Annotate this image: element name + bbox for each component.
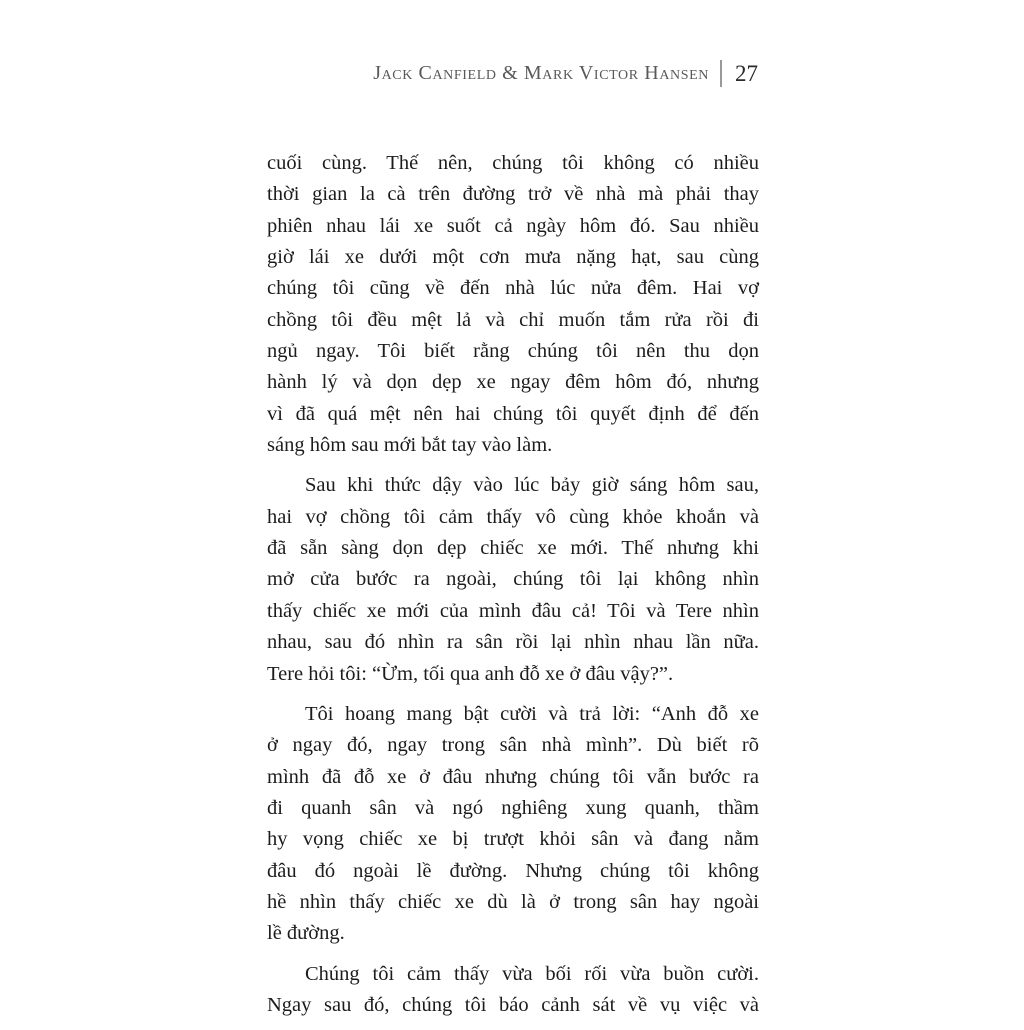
text-line: Sau khi thức dậy vào lúc bảy giờ sáng hôm sau,	[305, 474, 759, 497]
paragraph	[267, 470, 759, 689]
body-text	[267, 148, 759, 1030]
text-line: sáng hôm sau mới bắt tay vào làm.	[267, 434, 553, 457]
text-line: đâu đó ngoài lề đường. Nhưng chúng tôi không	[267, 859, 759, 882]
page-number: 27	[735, 60, 758, 86]
text-line: mình đã đỗ xe ở đâu nhưng chúng tôi vẫn bước ra	[267, 765, 759, 788]
text-line: thời gian la cà trên đường trở về nhà mà phải thay	[267, 183, 759, 206]
text-line: hành lý và dọn dẹp xe ngay đêm hôm đó, nhưng	[267, 371, 759, 394]
text-line: chúng tôi cũng về đến nhà lúc nửa đêm. Hai vợ	[267, 277, 759, 300]
text-line: cuối cùng. Thế nên, chúng tôi không có nhiều	[267, 152, 759, 174]
header-divider	[720, 60, 722, 87]
text-line: mở cửa bước ra ngoài, chúng tôi lại không nhìn	[267, 568, 759, 591]
text-line: lề đường.	[267, 922, 345, 945]
text-line: Ngay sau đó, chúng tôi báo cảnh sát về vụ việc và	[267, 993, 759, 1016]
text-line: đi quanh sân và ngó nghiêng xung quanh, thầm	[267, 796, 759, 819]
text-line: ở ngay đó, ngay trong sân nhà mình”. Dù biết rõ	[267, 734, 759, 757]
text-line: hai vợ chồng tôi cảm thấy vô cùng khỏe khoắn và	[267, 505, 759, 528]
text-line: thấy chiếc xe mới của mình đâu cả! Tôi và Tere nhìn	[267, 599, 759, 622]
text-line: Tôi hoang mang bật cười và trả lời: “Anh đỗ xe	[305, 702, 759, 725]
text-line: vì đã quá mệt nên hai chúng tôi quyết định để đến	[267, 402, 759, 425]
text-line: Chúng tôi cảm thấy vừa bối rối vừa buồn cười.	[305, 962, 759, 985]
text-line: đã sẵn sàng dọn dẹp chiếc xe mới. Thế nhưng khi	[267, 537, 759, 560]
text-line: chồng tôi đều mệt lả và chỉ muốn tắm rửa rồi đi	[267, 308, 759, 331]
paragraph	[267, 699, 759, 950]
text-line: nhau, sau đó nhìn ra sân rồi lại nhìn nhau lần nữa.	[267, 631, 759, 654]
paragraph	[267, 959, 759, 1022]
running-head-authors: Jack Canfield & Mark Victor Hansen	[373, 62, 709, 84]
paragraph	[267, 148, 759, 461]
page-header	[373, 60, 758, 87]
text-line: hề nhìn thấy chiếc xe dù là ở trong sân hay ngoài	[267, 890, 759, 913]
text-line: phiên nhau lái xe suốt cả ngày hôm đó. Sau nhiều	[267, 214, 759, 237]
text-line: Tere hỏi tôi: “Ừm, tối qua anh đỗ xe ở đâu vậy?”.	[267, 662, 674, 685]
text-line: ngủ ngay. Tôi biết rằng chúng tôi nên thu dọn	[267, 340, 759, 363]
text-line: hy vọng chiếc xe bị trượt khỏi sân và đang nằm	[267, 828, 759, 851]
text-line: giờ lái xe dưới một cơn mưa nặng hạt, sau cùng	[267, 246, 759, 269]
